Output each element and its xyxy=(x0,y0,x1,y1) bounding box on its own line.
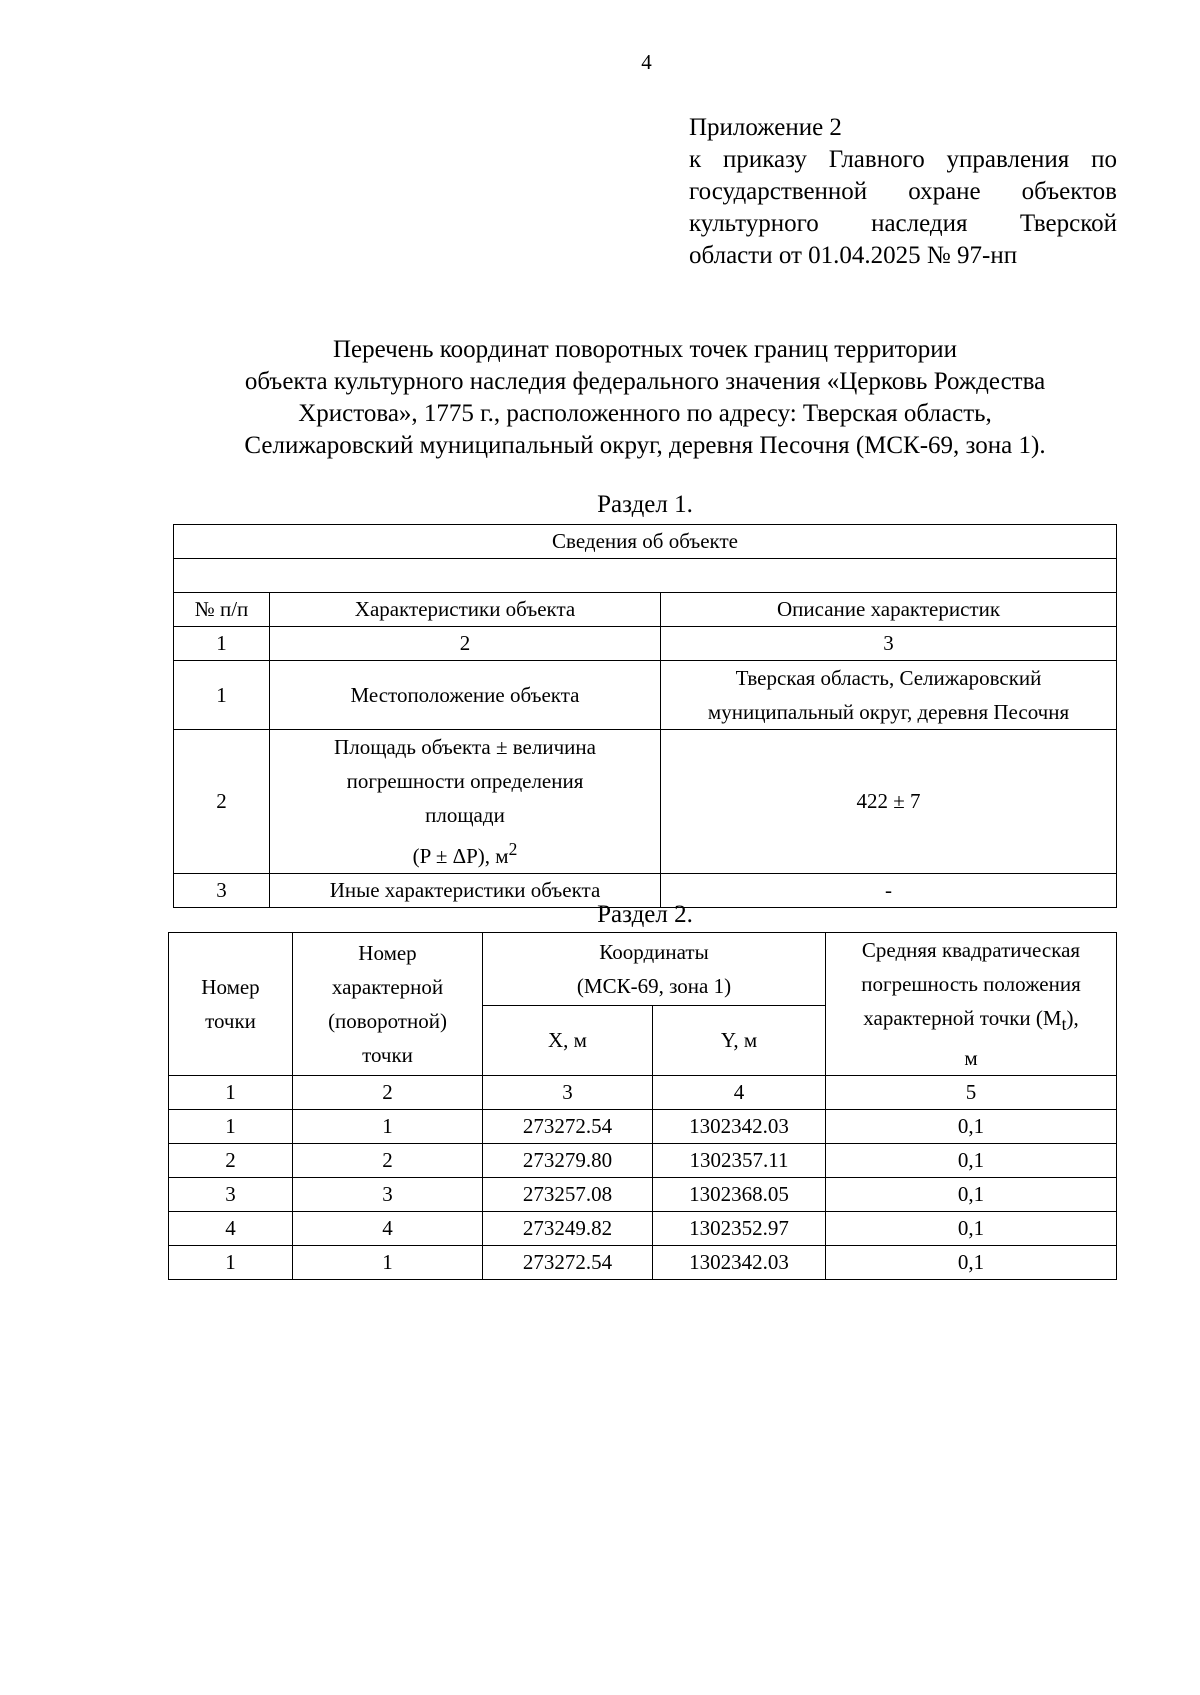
header-line: точки xyxy=(362,1043,413,1068)
table-row xyxy=(169,1246,1117,1280)
x-coordinate: 273279.80 xyxy=(483,1144,653,1178)
table-row xyxy=(174,730,1117,874)
title-line: Перечень координат поворотных точек границ территории xyxy=(332,336,957,363)
document-title xyxy=(150,334,1140,462)
column-number: 5 xyxy=(826,1076,1117,1110)
column-number: 4 xyxy=(653,1076,826,1110)
column-header xyxy=(483,933,826,1006)
column-number: 2 xyxy=(293,1076,483,1110)
position-error: 0,1 xyxy=(826,1144,1117,1178)
table-row xyxy=(169,1178,1117,1212)
header-line: точки xyxy=(205,1009,256,1034)
characteristic-name xyxy=(270,730,661,874)
point-number: 3 xyxy=(169,1178,293,1212)
point-number: 2 xyxy=(169,1144,293,1178)
x-coordinate: 273257.08 xyxy=(483,1178,653,1212)
header-line: характерной точки (M xyxy=(863,1006,1062,1030)
section1-caption: Раздел 1. xyxy=(597,491,693,518)
appendix-line: культурного наследия Тверской xyxy=(689,210,1117,237)
name-line: погрешности определения xyxy=(346,769,584,793)
empty-row xyxy=(174,559,1117,593)
position-error: 0,1 xyxy=(826,1178,1117,1212)
header-line: Средняя квадратическая xyxy=(861,938,1081,962)
x-coordinate: 273249.82 xyxy=(483,1212,653,1246)
header-line: Координаты xyxy=(599,940,709,965)
y-coordinate: 1302342.03 xyxy=(653,1246,826,1280)
appendix-line: области от 01.04.2025 № 97-нп xyxy=(689,242,1018,269)
point-number: 1 xyxy=(169,1110,293,1144)
column-number: 2 xyxy=(270,627,661,661)
title-line: Христова», 1775 г., расположенного по адресу: Тверская область, xyxy=(298,400,992,427)
column-number-row xyxy=(169,1076,1117,1110)
table-header-row xyxy=(169,933,1117,1006)
y-coordinate: 1302352.97 xyxy=(653,1212,826,1246)
characteristic-name: Иные характеристики объекта xyxy=(270,874,661,908)
column-header: Характеристики объекта xyxy=(270,593,661,627)
coordinates-table xyxy=(168,932,1117,1280)
header-line: м xyxy=(964,1046,978,1071)
header-line: Номер xyxy=(358,941,417,966)
column-header: Описание характеристик xyxy=(661,593,1117,627)
title-line: объекта культурного наследия федерального значения «Церковь Рождества xyxy=(244,368,1046,395)
title-line: Селижаровский муниципальный округ, деревня Песочня (МСК-69, зона 1). xyxy=(244,432,1046,459)
appendix-title: Приложение 2 xyxy=(689,114,842,141)
object-info-table xyxy=(173,524,1117,908)
table-row xyxy=(169,1110,1117,1144)
characteristic-value xyxy=(661,661,1117,730)
header-line: ), xyxy=(1066,1006,1079,1030)
table-row xyxy=(169,1212,1117,1246)
column-number: 1 xyxy=(169,1076,293,1110)
column-number: 3 xyxy=(661,627,1117,661)
column-number: 1 xyxy=(174,627,270,661)
value-line: муниципальный округ, деревня Песочня xyxy=(707,700,1070,724)
header-line: характерной xyxy=(331,975,444,1000)
table-row xyxy=(174,661,1117,730)
characteristic-value: - xyxy=(661,874,1117,908)
subscript: t xyxy=(1061,1014,1067,1035)
y-coordinate: 1302342.03 xyxy=(653,1110,826,1144)
characteristic-point-number: 1 xyxy=(293,1110,483,1144)
column-header: Y, м xyxy=(653,1006,826,1076)
characteristic-point-number: 4 xyxy=(293,1212,483,1246)
column-number: 3 xyxy=(483,1076,653,1110)
header-line: (МСК-69, зона 1) xyxy=(576,974,732,999)
y-coordinate: 1302357.11 xyxy=(653,1144,826,1178)
name-line: (P ± ΔP), м xyxy=(412,844,509,868)
x-coordinate: 273272.54 xyxy=(483,1246,653,1280)
row-number: 1 xyxy=(174,661,270,730)
characteristic-point-number: 3 xyxy=(293,1178,483,1212)
point-number: 4 xyxy=(169,1212,293,1246)
appendix-line: к приказу Главного управления по xyxy=(689,146,1117,173)
column-header xyxy=(169,933,293,1076)
header-line: погрешность положения xyxy=(861,972,1081,996)
x-coordinate: 273272.54 xyxy=(483,1110,653,1144)
page-number: 4 xyxy=(641,50,652,74)
name-line: площади xyxy=(425,803,505,827)
table-header-row xyxy=(174,593,1117,627)
appendix-line: государственной охране объектов xyxy=(689,178,1117,205)
section2-caption: Раздел 2. xyxy=(597,901,693,928)
superscript: 2 xyxy=(508,839,518,859)
position-error: 0,1 xyxy=(826,1246,1117,1280)
column-header: X, м xyxy=(483,1006,653,1076)
row-number: 2 xyxy=(174,730,270,874)
table-heading: Сведения об объекте xyxy=(174,525,1117,559)
characteristic-name: Местоположение объекта xyxy=(270,661,661,730)
y-coordinate: 1302368.05 xyxy=(653,1178,826,1212)
characteristic-value: 422 ± 7 xyxy=(661,730,1117,874)
column-header: № п/п xyxy=(174,593,270,627)
characteristic-point-number: 1 xyxy=(293,1246,483,1280)
header-line: Номер xyxy=(201,975,260,1000)
characteristic-point-number: 2 xyxy=(293,1144,483,1178)
point-number: 1 xyxy=(169,1246,293,1280)
column-header xyxy=(293,933,483,1076)
position-error: 0,1 xyxy=(826,1212,1117,1246)
column-header xyxy=(826,933,1117,1076)
position-error: 0,1 xyxy=(826,1110,1117,1144)
table-row xyxy=(169,1144,1117,1178)
row-number: 3 xyxy=(174,874,270,908)
header-line: (поворотной) xyxy=(328,1009,447,1034)
name-line: Площадь объекта ± величина xyxy=(334,735,596,759)
value-line: Тверская область, Селижаровский xyxy=(735,666,1042,690)
appendix-block xyxy=(689,112,1117,272)
column-number-row xyxy=(174,627,1117,661)
